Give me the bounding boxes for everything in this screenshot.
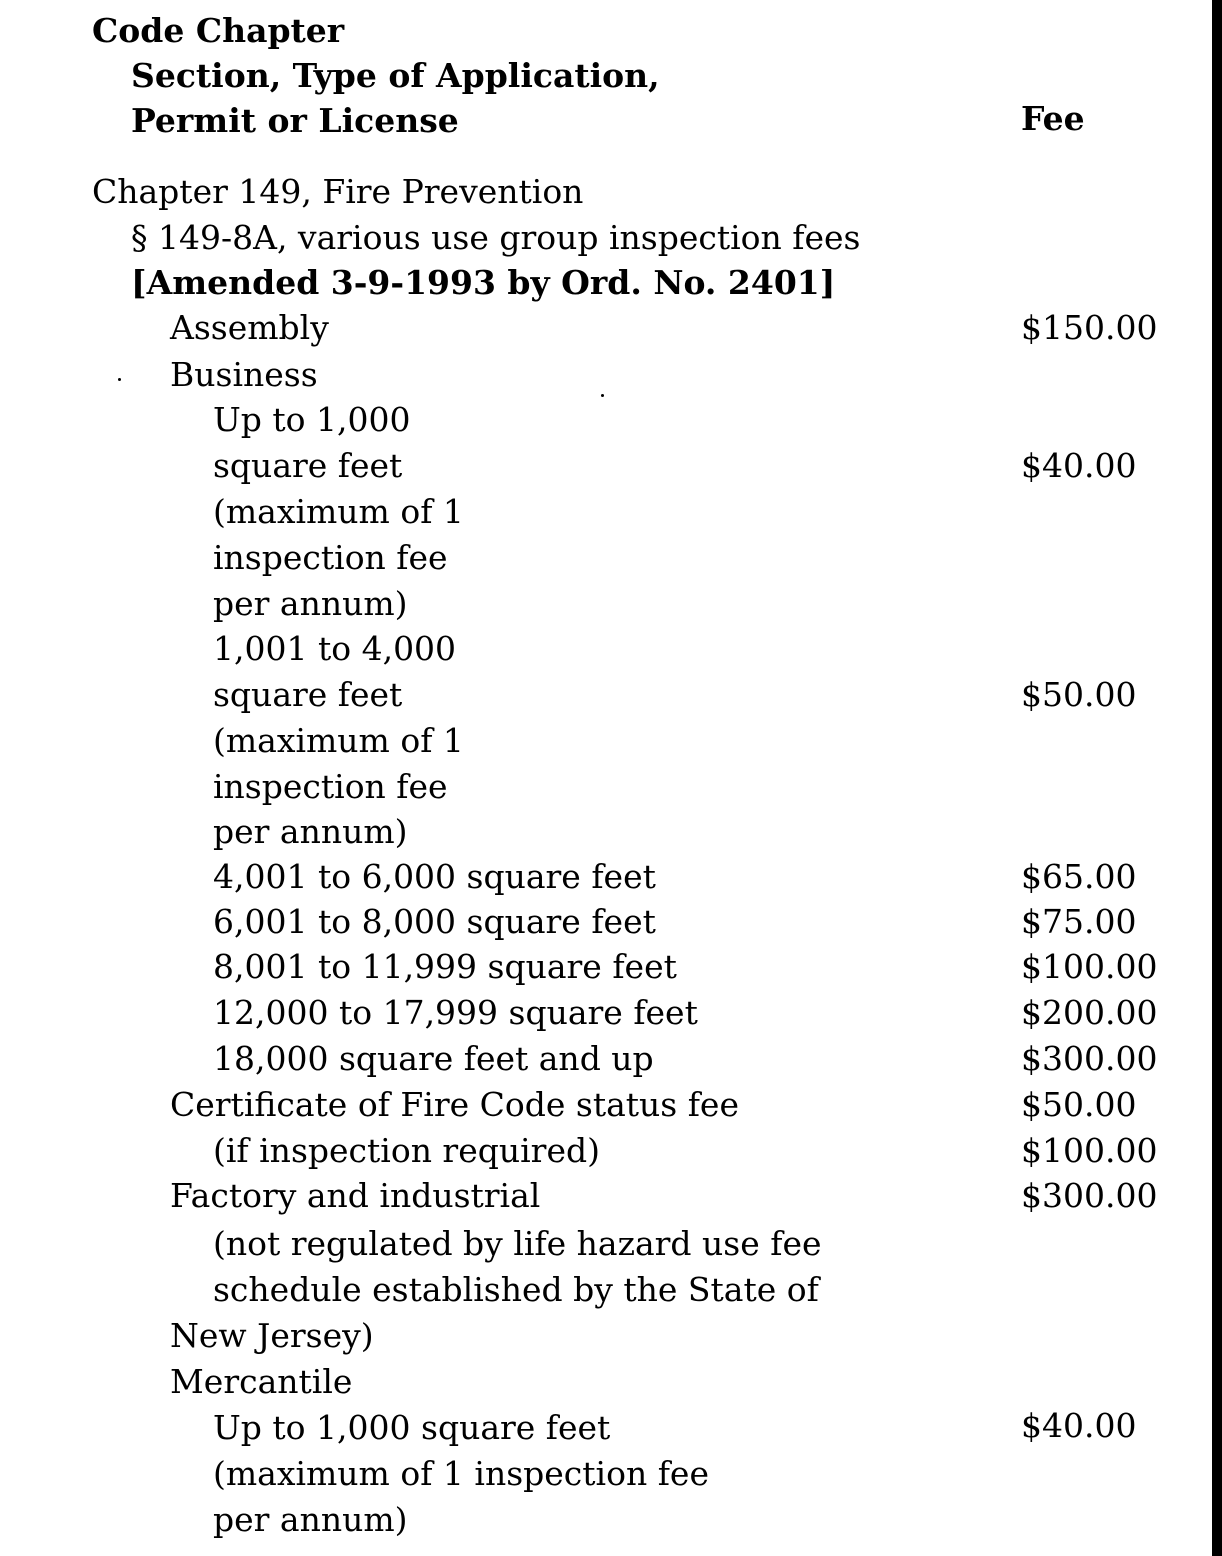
scan-edge-border: [1212, 0, 1222, 1556]
header-fee: Fee: [1021, 99, 1085, 138]
certificate-sub-label: (if inspection required): [213, 1131, 600, 1170]
business-tier2-line: 1,001 to 4,000: [213, 629, 457, 668]
certificate-sub-fee: $100.00: [1021, 1131, 1158, 1170]
factory-label: Factory and industrial: [170, 1176, 541, 1215]
mercantile-tier1-line: Up to 1,000 square feet: [213, 1408, 611, 1447]
assembly-label: Assembly: [170, 308, 329, 347]
header-section-type: Section, Type of Application,: [131, 56, 660, 95]
mercantile-label: Mercantile: [170, 1362, 353, 1401]
mercantile-tier1-fee: $40.00: [1021, 1406, 1137, 1445]
assembly-fee: $150.00: [1021, 308, 1158, 347]
business-tier1-line: inspection fee: [213, 538, 448, 577]
business-tier2-line: (maximum of 1: [213, 721, 464, 760]
business-tier1-line: Up to 1,000: [213, 400, 411, 439]
business-tier-fee: $100.00: [1021, 947, 1158, 986]
mercantile-tier1-line: (maximum of 1 inspection fee: [213, 1454, 709, 1493]
section-title: § 149-8A, various use group inspection fees: [131, 218, 861, 257]
header-permit-license: Permit or License: [131, 101, 459, 140]
certificate-label: Certificate of Fire Code status fee: [170, 1085, 739, 1124]
factory-note-line: schedule established by the State of: [213, 1270, 819, 1309]
business-tier1-fee: $40.00: [1021, 446, 1137, 485]
business-tier-fee: $200.00: [1021, 993, 1158, 1032]
amendment-note: [Amended 3-9-1993 by Ord. No. 2401]: [131, 263, 836, 302]
chapter-title: Chapter 149, Fire Prevention: [92, 172, 584, 211]
business-tier-fee: $75.00: [1021, 902, 1137, 941]
business-tier-label: 6,001 to 8,000 square feet: [213, 902, 656, 941]
business-label: Business: [170, 355, 318, 394]
business-tier2-line: inspection fee: [213, 767, 448, 806]
business-tier-label: 4,001 to 6,000 square feet: [213, 857, 656, 896]
business-tier1-line: square feet: [213, 446, 403, 485]
factory-fee: $300.00: [1021, 1176, 1158, 1215]
business-tier1-line: (maximum of 1: [213, 492, 464, 531]
scan-speck: [601, 394, 604, 397]
business-tier2-fee: $50.00: [1021, 675, 1137, 714]
header-code-chapter: Code Chapter: [92, 11, 345, 50]
business-tier-label: 18,000 square feet and up: [213, 1039, 654, 1078]
mercantile-tier1-line: per annum): [213, 1500, 408, 1539]
business-tier-label: 8,001 to 11,999 square feet: [213, 947, 677, 986]
scan-speck: [118, 378, 121, 381]
business-tier1-line: per annum): [213, 584, 408, 623]
factory-note-line: (not regulated by life hazard use fee: [213, 1224, 822, 1263]
certificate-fee: $50.00: [1021, 1085, 1137, 1124]
factory-note-line: New Jersey): [170, 1316, 374, 1355]
business-tier-fee: $65.00: [1021, 857, 1137, 896]
business-tier2-line: per annum): [213, 812, 408, 851]
business-tier2-line: square feet: [213, 675, 403, 714]
business-tier-label: 12,000 to 17,999 square feet: [213, 993, 698, 1032]
business-tier-fee: $300.00: [1021, 1039, 1158, 1078]
